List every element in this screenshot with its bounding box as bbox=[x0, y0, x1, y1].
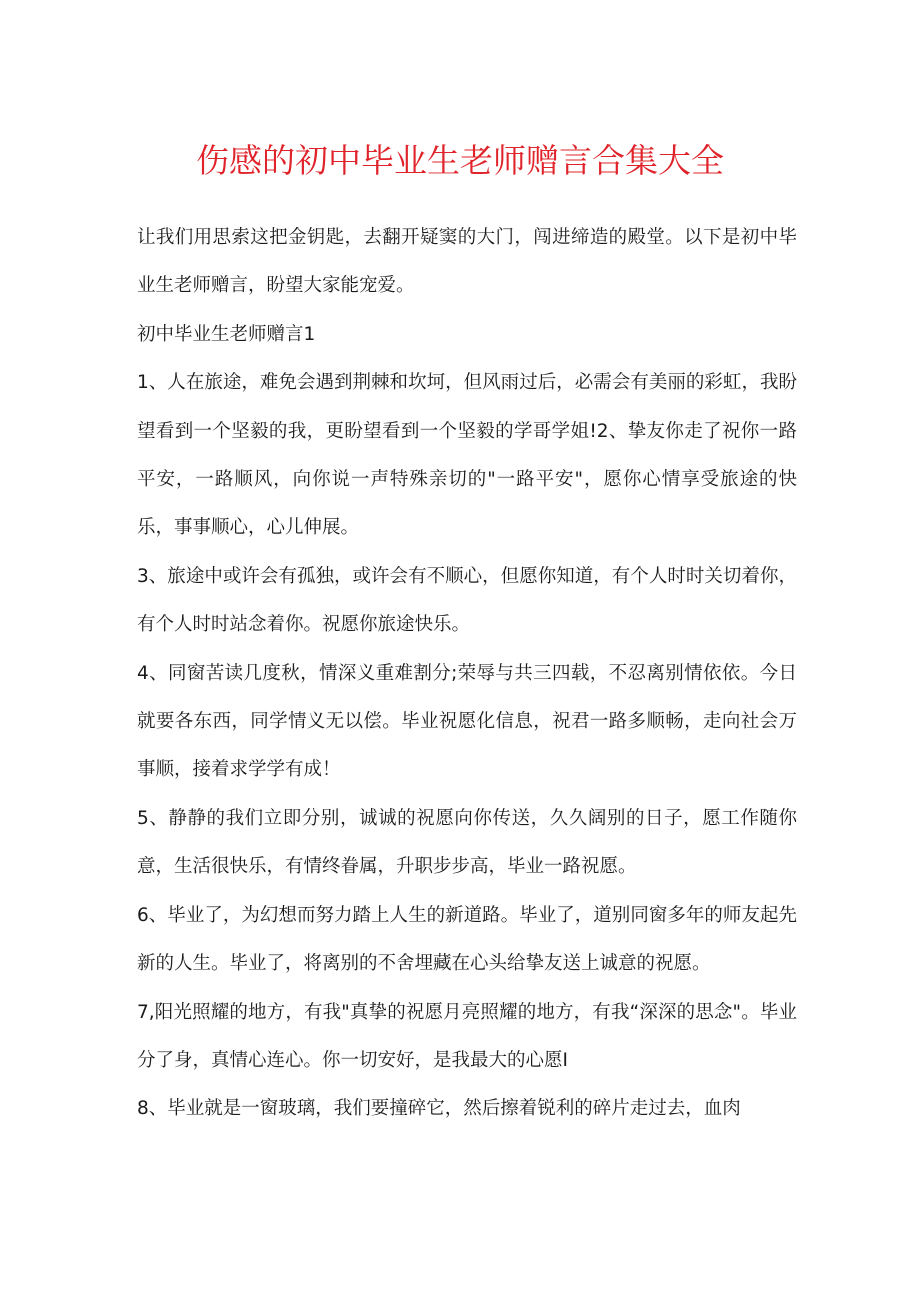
paragraph-6: 6、毕业了，为幻想而努力踏上人生的新道路。毕业了，道别同窗多年的师友起先新的人生。毕业了，将离别的不舍埋藏在心头给挚友送上诚意的祝愿。 bbox=[137, 904, 797, 975]
paragraph-3: 3、旅途中或许会有孤独，或许会有不顺心，但愿你知道，有个人时时关切着你，有个人时时站念着你。祝愿你旅途快乐。 bbox=[137, 565, 797, 636]
paragraph-1: 1、人在旅途，难免会遇到荆棘和坎坷，但风雨过后，必需会有美丽的彩虹，我盼望看到一个坚毅的我，更盼望看到一个坚毅的学哥学姐!2、挚友你走了祝你一路平安，一路顺风，向你说一声特殊亲切的"一路平安"，愿你心情享受旅途的快乐，事事顺心，心儿伸展。 bbox=[137, 372, 797, 539]
document-title: 伤感的初中毕业生老师赠言合集大全 bbox=[196, 141, 724, 180]
document-body bbox=[137, 214, 797, 1134]
paragraph-4: 4、同窗苦读几度秋，情深义重难割分;荣辱与共三四载，不忍离别情依依。今日就要各东西，同学情义无以偿。毕业祝愿化信息，祝君一路多顺畅，走向社会万事顺，接着求学学有成！ bbox=[137, 662, 797, 781]
paragraph-5: 5、静静的我们立即分别，诚诚的祝愿向你传送，久久阔别的日子，愿工作随你意，生活很快乐，有情终眷属，升职步步高，毕业一路祝愿。 bbox=[137, 807, 797, 878]
section-heading: 初中毕业生老师赠言1 bbox=[137, 323, 316, 345]
intro-paragraph: 让我们用思索这把金钥匙，去翻开疑窦的大门，闯进缔造的殿堂。以下是初中毕业生老师赠言，盼望大家能宠爱。 bbox=[137, 227, 797, 297]
paragraph-8: 8、毕业就是一窗玻璃，我们要撞碎它，然后擦着锐利的碎片走过去，血肉 bbox=[137, 1098, 741, 1120]
paragraph-7: 7,阳光照耀的地方，有我"真挚的祝愿月亮照耀的地方，有我“深深的思念"。毕业分了身，真情心连心。你一切安好，是我最大的心愿I bbox=[137, 1001, 797, 1071]
